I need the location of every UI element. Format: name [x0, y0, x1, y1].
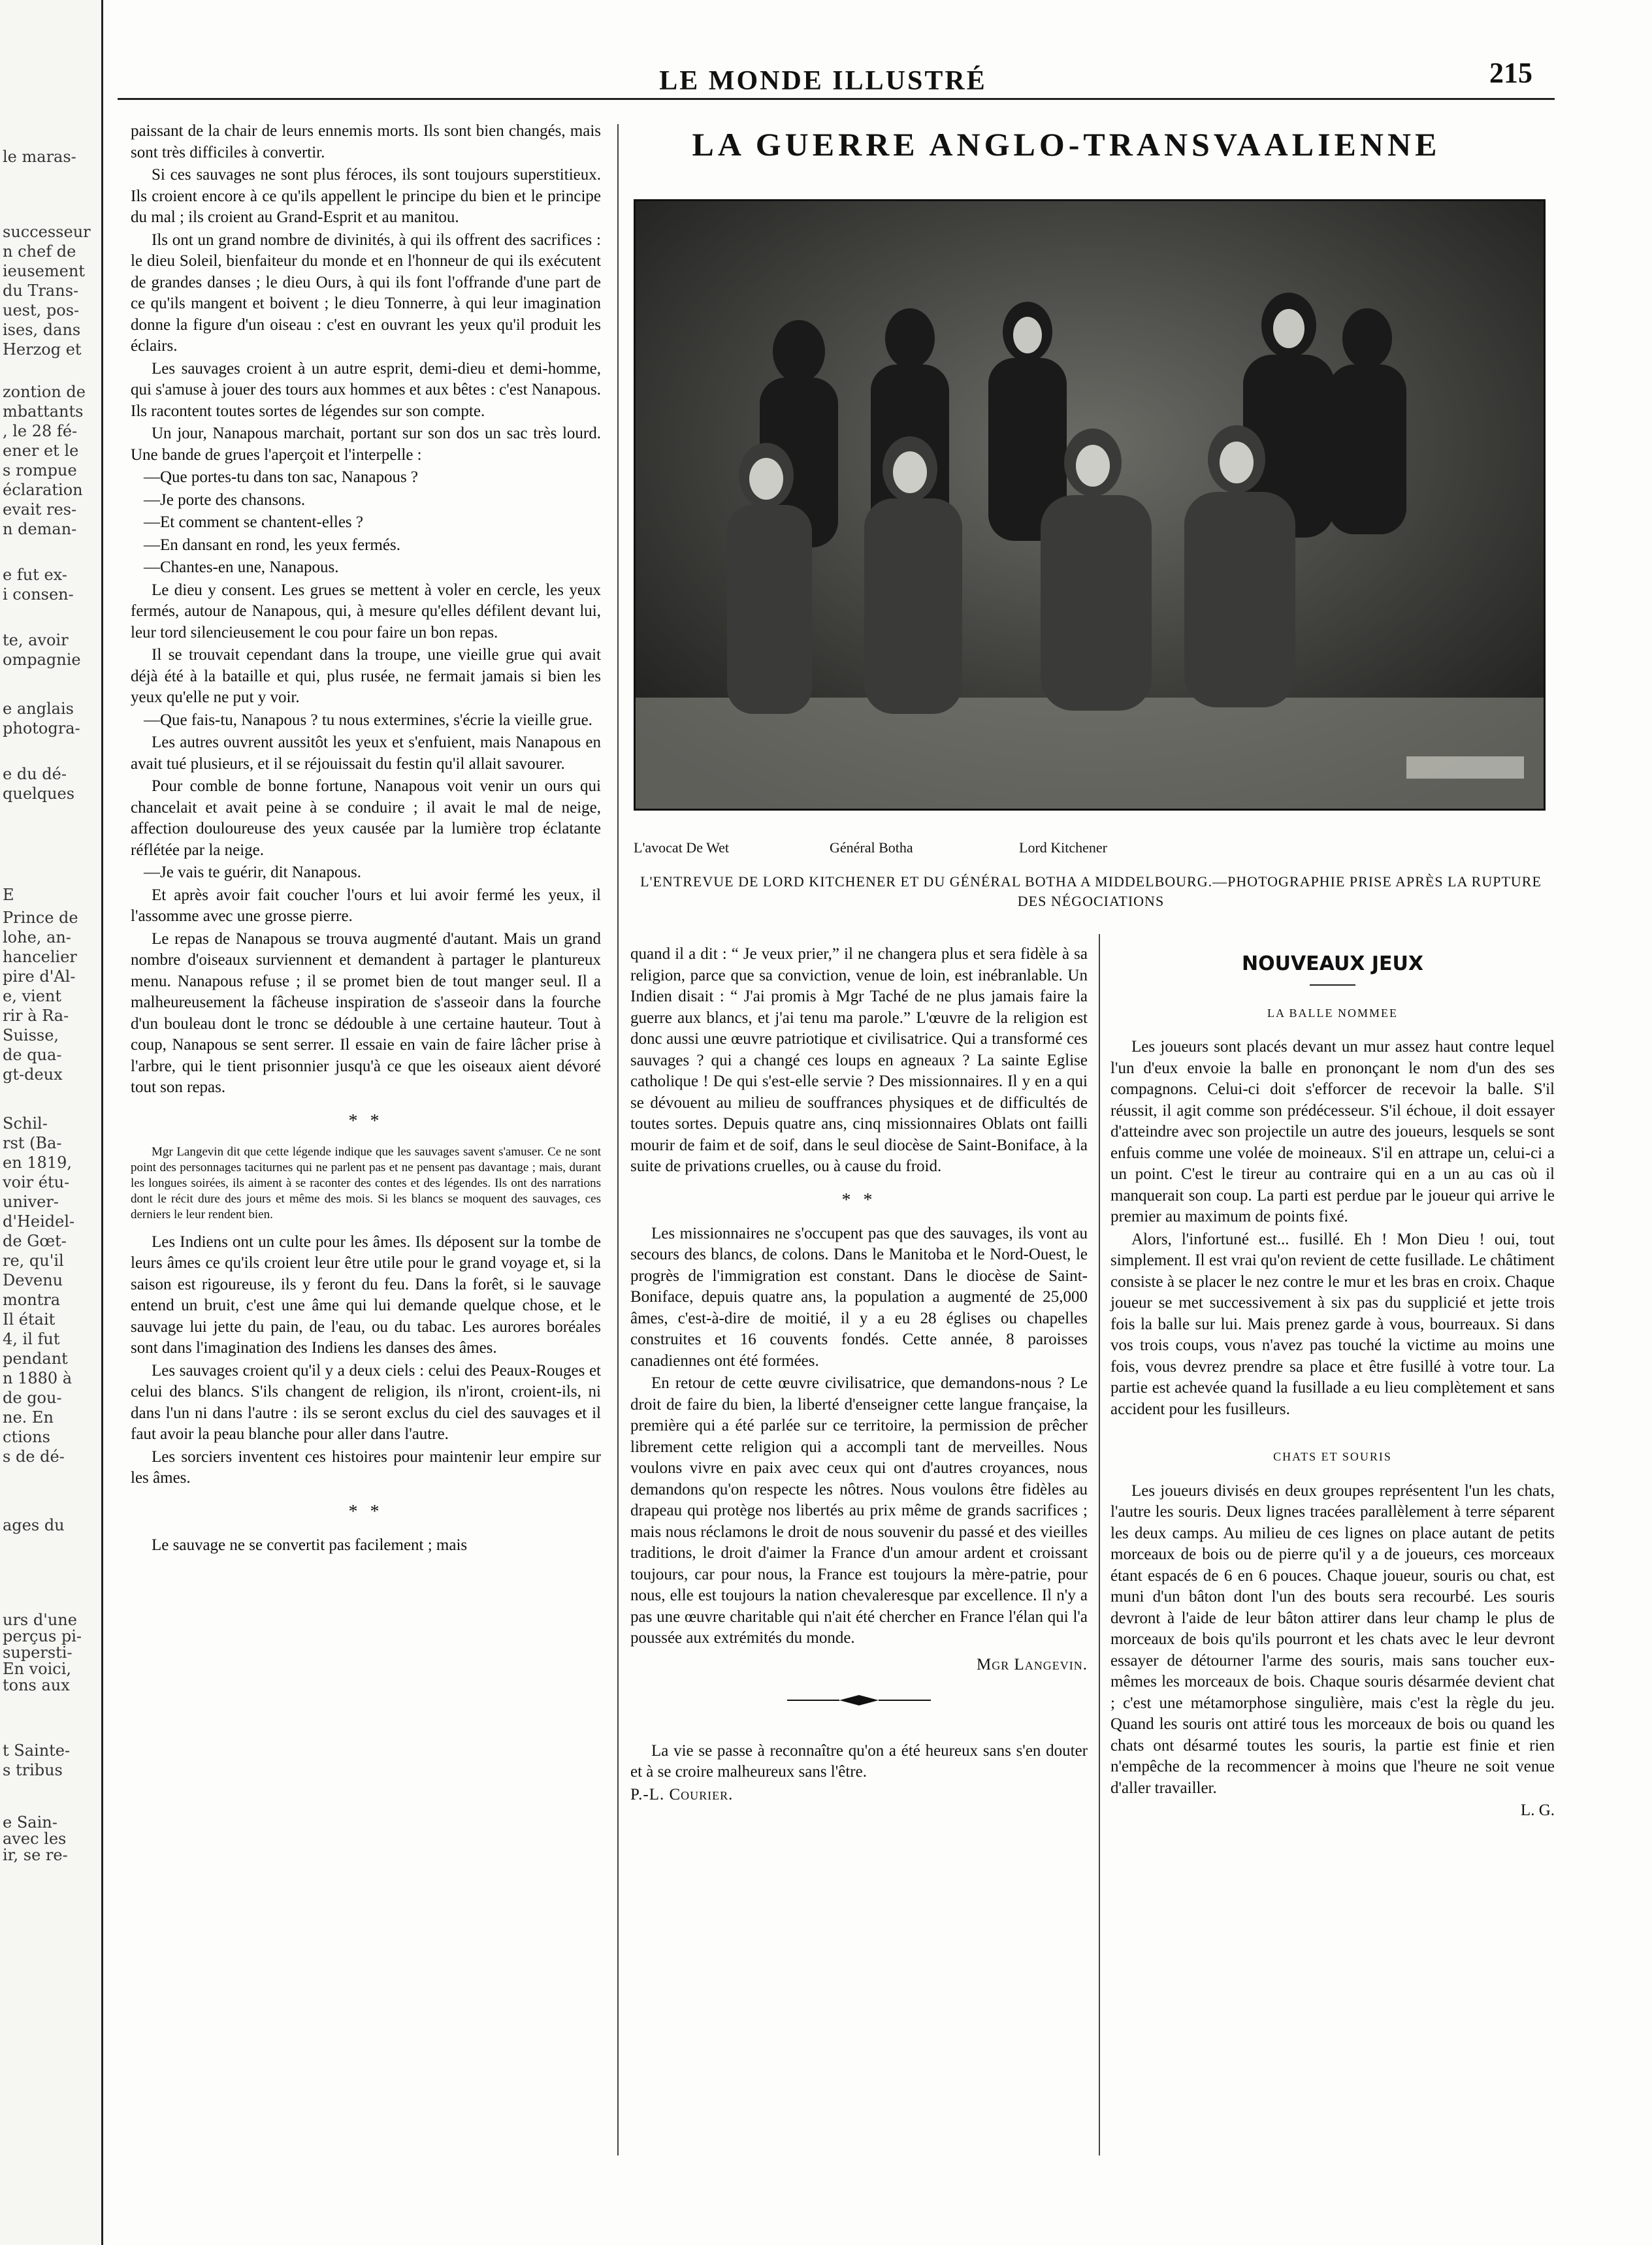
column-center [630, 944, 1088, 1807]
facing-page-fragment: en 1819, [3, 1154, 72, 1172]
photo-caption: L'ENTREVUE DE LORD KITCHENER ET DU GÉNÉRAL BOTHA A MIDDELBOURG.—PHOTOGRAPHIE PRISE APRÈS LA RUPTURE DES NÉGOCIATIONS [640, 873, 1542, 909]
facing-page-fragment: ir, se re- [3, 1846, 68, 1864]
title-rule [1310, 984, 1355, 986]
facing-page-fragment: perçus pi- [3, 1627, 82, 1645]
facing-page-fragment: univer- [3, 1193, 59, 1211]
paragraph: Un jour, Nanapous marchait, portant sur son dos un sac très lourd. Une bande de grues l'aperçoit et l'interpelle : [131, 425, 601, 464]
paragraph: Il se trouvait cependant dans la troupe, une vieille grue qui avait déjà été à la bataille et qui, plus rusée, ne fermait jamais si bien les yeux qu'elle ne put y voir. [131, 646, 601, 706]
section-title: NOUVEAUX JEUX [1241, 952, 1424, 975]
facing-page-fragment: En voici, [3, 1660, 72, 1678]
paragraph: Les joueurs divisés en deux groupes représentent l'un les chats, l'autre les souris. Deux lignes tracées parallèlement à terre séparent les deux camps. Au milieu de ces lignes on place autant de petits morceaux de bois ou de pierre qu'il y a de joueurs, ces morceaux étant espacés de 6 en 6 pouces. Chaque joueur, souris ou chat, est muni d'un bâton dont l'un des bouts sera recourbé. Les souris devront à l'aide de leur bâton attirer dans leur champ le plus de morceaux de bois qu'ils pourront et les chats avec le leur devront essayer de détourner l'arme des souris, mais sans toucher eux-mêmes les morceaux de bois. Chaque souris désarmée devient chat ; c'est une métamorphose singulière, mais c'est la règle du jeu. Quand les souris ont attiré tous les morceaux de bois ou quand les chats ont désarmé toutes les souris, la partie est finie et rien n'empêche de la recommencer à moins que l'heure ne soit venue d'aller travailler. [1110, 1481, 1555, 1797]
column-divider [1099, 934, 1100, 2156]
facing-page-fragment: uest, pos- [3, 301, 80, 319]
paragraph: Les joueurs sont placés devant un mur assez haut contre lequel l'un d'eux envoie la balle en prononçant le nom d'un des ses compagnons. Celui-ci doit s'efforcer de recevoir la balle. S'il réussit, il agit comme son prédécesseur. S'il échoue, il doit essayer d'atteindre avec son projectile un autre des joueurs, lesquels se sont enfuis comme une volée de moineaux. S'il en attrape un, celui-ci a un point. C'est le tireur au contraire qui en a un au cas où il manquerait son coup. La parti est perdue par le joueur qui arrive le premier au maximum de points fixé. [1110, 1038, 1555, 1225]
facing-page-fragment: rst (Ba- [3, 1134, 62, 1152]
paragraph: Les sorciers inventent ces histoires pour maintenir leur empire sur les âmes. [131, 1447, 601, 1487]
facing-page-fragment: hancelier [3, 948, 77, 966]
paragraph: Le dieu y consent. Les grues se mettent à voler en cercle, les yeux fermés, autour de Nanapous, qui, à mesure qu'elles défilent devant lui, leur tord silencieusement le cou pour faire un bon repas. [131, 581, 601, 641]
facing-page-fragment: ieusement [3, 262, 85, 280]
paragraph: —Je porte des chansons. [144, 491, 306, 509]
facing-page-fragment: ages du [3, 1516, 65, 1534]
quote-author: P.-L. Courier. [630, 1785, 734, 1803]
paragraph: paissant de la chair de leurs ennemis morts. Ils sont bien changés, mais sont très difficiles à convertir. [131, 122, 601, 161]
game-heading: LA BALLE NOMMEE [1267, 1006, 1398, 1020]
paragraph: Alors, l'infortuné est... fusillé. Eh ! Mon Dieu ! oui, tout simplement. Il est vrai qu'on revient de cette fusillade. Le châtiment consiste à se placer le nez contre le mur et les bras en croix. Chaque joueur se met successivement à six pas du supplicié et jette trois fois la balle sur lui. Mais prenez garde à vous, bourreaux. Si dans vos trois coups, vous n'avez pas touché la victime au moins une fois, vous devrez prendre sa place et être fusillé à votre tour. La partie est achevée quand la fusillade a eu lieu complètement et sans accident pour les fusilleurs. [1110, 1230, 1555, 1418]
facing-page-fragment: s rompue [3, 461, 77, 479]
facing-page-fragment: successeur [3, 223, 91, 241]
paragraph: Les Indiens ont un culte pour les âmes. Ils déposent sur la tombe de leurs âmes ce qu'ils croient leur être utile pour le grand voyage et, si la saison est rigoureuse, ils y feront du feu. Dans la forêt, si le sauvage entend un bruit, c'est une âme qui lui demande quelque chose, et le sauvage lui jette du pain, de l'eau, ou du tabac. Les aurores boréales sont dans l'imagination des Indiens les danses des âmes. [131, 1233, 601, 1357]
facing-page-fragment: ener et le [3, 442, 79, 460]
facing-page-fragment: de Gœt- [3, 1232, 67, 1250]
section-stars: * * [841, 1189, 877, 1210]
facing-page-fragment: tons aux [3, 1676, 70, 1694]
facing-page-fragment: s tribus [3, 1761, 63, 1779]
column-left [131, 121, 601, 1557]
facing-page-edge [0, 0, 103, 2245]
facing-page-fragment: ne. En [3, 1408, 54, 1427]
paragraph: quand il a dit : “ Je veux prier,” il ne changera plus et sera fidèle à sa religion, parce que sa conviction, venue de loin, est inébranlable. Un Indien disait : “ J'ai promis à Mgr Taché de ne plus jamais faire la guerre aux blancs, et j'ai tenu ma parole.” L'œuvre de la religion est donc aussi une œuvre patriotique et civilisatrice. Qui a transformé ces sauvages ? qui a changé ces loups en agneaux ? La sainte Eglise catholique ! De qui s'est-elle servie ? Des missionnaires. Il y en a qui se dévouent au milieu de souffrances physiques et de difficultés de toutes sortes. Depuis quatre ans, cinq missionnaires Oblats ont failli mourir de faim et de soif, dans le seul diocèse de Saint-Boniface, à la suite de privations cruelles, ou à cause du froid. [630, 945, 1088, 1175]
paragraph: Ils ont un grand nombre de divinités, à qui ils offrent des sacrifices : le dieu Soleil, bienfaiteur du monde et en l'honneur de qui ils exécutent de grandes danses ; le dieu Ours, à qui ils font l'offrande d'une part de ce qu'ils mangent et boivent ; le dieu Tonnerre, à qui leur imagination donne la figure d'un oiseau : c'est en ouvrant les yeux qu'il produit les éclairs. [131, 231, 601, 355]
article-signature: L. G. [1520, 1801, 1555, 1819]
facing-page-fragment: ises, dans [3, 321, 81, 339]
facing-page-fragment: zontion de [3, 383, 86, 401]
facing-page-fragment: Suisse, [3, 1026, 59, 1044]
facing-page-fragment: re, qu'il [3, 1252, 64, 1270]
ornament-icon [787, 1692, 931, 1708]
facing-page-fragment: ctions [3, 1428, 50, 1446]
paragraph: Les sauvages croient qu'il y a deux ciels : celui des Peaux-Rouges et celui des blancs. S'ils changent de religion, ils n'iront, croient-ils, ni dans l'un ni dans l'autre : ils se seront exclus du ciel des sauvages et il faut avoir la peau blanche pour aller dans l'autre. [131, 1361, 601, 1443]
facing-page-fragment: e anglais [3, 700, 74, 718]
facing-page-fragment: Il était [3, 1310, 56, 1329]
facing-page-fragment: voir étu- [3, 1173, 70, 1191]
facing-page-fragment: Devenu [3, 1271, 63, 1289]
article-signature: Mgr Langevin. [977, 1655, 1088, 1673]
facing-page-fragment: t Sainte- [3, 1741, 71, 1760]
facing-page-fragment: supersti- [3, 1643, 73, 1662]
facing-page-fragment: gt-deux [3, 1065, 63, 1084]
facing-page-fragment: 4, il fut [3, 1330, 60, 1348]
facing-page-fragment: du Trans- [3, 282, 79, 300]
facing-page-fragment: mbattants [3, 402, 84, 421]
news-photograph [634, 199, 1546, 811]
facing-page-fragment: i consen- [3, 585, 74, 604]
paragraph: —Que portes-tu dans ton sac, Nanapous ? [144, 468, 419, 486]
ornament-divider [630, 1692, 1088, 1715]
facing-page-fragment: pendant [3, 1349, 68, 1368]
facing-page-fragment: e fut ex- [3, 566, 67, 584]
facing-page-fragment: e Sain- [3, 1813, 57, 1832]
facing-page-fragment: photogra- [3, 719, 80, 737]
paragraph: —Chantes-en une, Nanapous. [144, 558, 339, 576]
game-heading: CHATS ET SOURIS [1273, 1450, 1392, 1463]
facing-page-fragment: rir à Ra- [3, 1007, 69, 1025]
paragraph: Si ces sauvages ne sont plus féroces, ils sont toujours superstitieux. Ils croient encore à ce qu'ils appellent le principe du bien et le principe du mal ; ils croient au Grand-Esprit et au manitou. [131, 166, 601, 226]
facing-page-fragment: n chef de [3, 242, 76, 261]
column-right [1110, 954, 1555, 1823]
quote-text: La vie se passe à reconnaître qu'on a été heureux sans s'en douter et à se croire malheureux sans l'être. [630, 1741, 1088, 1781]
paragraph: Et après avoir fait coucher l'ours et lui avoir fermé les yeux, il l'assomme avec une grosse pierre. [131, 886, 601, 925]
paragraph: —Et comment se chantent-elles ? [144, 513, 363, 531]
facing-page-fragment: e, vient [3, 987, 61, 1005]
header-rule [118, 98, 1555, 100]
facing-page-fragment: Schil- [3, 1114, 48, 1133]
paragraph: Le sauvage ne se convertit pas facilement ; mais [152, 1536, 468, 1554]
caption-name-right: Lord Kitchener [1019, 839, 1107, 856]
section-stars: * * [348, 1110, 383, 1131]
facing-page-fragment: de gou- [3, 1389, 62, 1407]
paragraph: En retour de cette œuvre civilisatrice, que demandons-nous ? Le droit de faire du bien, la liberté d'enseigner cette langue française, la première qui a été parlée sur ce territoire, la permission de prêcher librement cette religion qui a accompli tant de merveilles. Nous voulons vivre en paix avec ceux qui ont d'autres croyances, nous demandons qu'on respecte les nôtres. Nous voulons être fidèles au drapeau qui protège nos libertés au prix même de grands sacrifices ; mais nous réclamons le droit de nous souvenir du passé et des vieilles traditions, le droit d'aimer la France d'un amour ardent et croissant toujours, car pour nous, la France est toujours la mère-patrie, pour nous, elle est toujours la nation chevaleresque par excellence. Il n'y a pas une œuvre charitable qui n'ait été chercher en France l'élan qui l'a poussée aux extrémités du monde. [630, 1374, 1088, 1647]
photo-illustration [636, 201, 1544, 809]
facing-page-fragment: lohe, an- [3, 928, 71, 946]
caption-name-center: Général Botha [830, 839, 913, 856]
facing-page-fragment: de qua- [3, 1046, 62, 1064]
column-divider [617, 124, 619, 2156]
paragraph: Le repas de Nanapous se trouva augmenté d'autant. Mais un grand nombre d'oiseaux surviennent et demandent à partager le plantureux menu. Nanapous refuse ; il se promet bien de tout manger seul. Il a malheureusement la fâcheuse inspiration de s'asseoir dans la fourche d'un bouleau dont le tronc se dédouble à une certaine hauteur. Tout à coup, Nanapous se sent serrer. Il essaie en vain de faire lâcher prise à l'arbre, qui le tient prisonnier jusqu'à ce que les oiseaux aient dévoré tout son repas. [131, 929, 601, 1096]
facing-page-fragment: n deman- [3, 520, 77, 538]
section-stars: * * [348, 1501, 383, 1522]
facing-page-fragment: , le 28 fé- [3, 422, 78, 440]
facing-page-fragment: quelques [3, 784, 75, 803]
paragraph: Pour comble de bonne fortune, Nanapous voit venir un ours qui chancelait et avait peine à se conduire ; il avait le mal de neige, affection douloureuse des yeux causée par la lumière trop éclatante réflétée par la neige. [131, 777, 601, 859]
page-number: 215 [1489, 57, 1532, 89]
paragraph: Les sauvages croient à un autre esprit, demi-dieu et demi-homme, qui s'amuse à jouer des tours aux hommes et aux bêtes : c'est Nanapous. Ils racontent toutes sortes de légendes sur son compte. [131, 359, 601, 420]
paragraph: Les missionnaires ne s'occupent pas que des sauvages, ils vont au secours des blancs, de colons. Dans le Manitoba et le Nord-Ouest, le progrès de l'immigration est constant. Dans le diocèse de Saint-Boniface, depuis quatre ans, la population a augmenté de 25,000 âmes, c'est-à-dire de moitié, il y a eu 28 églises ou chapelles construites et 16 couvents fondés. Cette année, 8 paroisses canadiennes ont été formées. [630, 1224, 1088, 1370]
facing-page-fragment: le maras- [3, 148, 76, 166]
facing-page-fragment: e du dé- [3, 765, 67, 783]
facing-page-fragment: pire d'Al- [3, 967, 76, 986]
facing-page-fragment: d'Heidel- [3, 1212, 75, 1231]
facing-page-fragment: s de dé- [3, 1447, 65, 1466]
facing-page-fragment: Prince de [3, 909, 78, 927]
caption-name-left: L'avocat De Wet [634, 839, 729, 856]
facing-page-fragment: E [3, 886, 14, 904]
paragraph: —En dansant en rond, les yeux fermés. [144, 536, 400, 554]
facing-page-fragment: avec les [3, 1830, 67, 1848]
facing-page-fragment: te, avoir [3, 631, 69, 649]
facing-page-fragment: evait res- [3, 500, 77, 519]
facing-page-fragment: n 1880 à [3, 1369, 73, 1387]
facing-page-fragment: montra [3, 1291, 61, 1309]
feature-headline: LA GUERRE ANGLO-TRANSVAALIENNE [692, 126, 1441, 163]
facing-page-fragment: urs d'une [3, 1611, 77, 1629]
facing-page-fragment: Herzog et [3, 340, 82, 359]
facing-page-fragment: éclaration [3, 481, 83, 499]
running-title: LE MONDE ILLUSTRÉ [659, 66, 987, 96]
paragraph: —Je vais te guérir, dit Nanapous. [144, 864, 361, 881]
paragraph: Les autres ouvrent aussitôt les yeux et s'enfuient, mais Nanapous en avait tué plusieurs, et il se réjouissait du festin qu'il allait savourer. [131, 734, 601, 773]
paragraph: —Que fais-tu, Nanapous ? tu nous extermines, s'écrie la vieille grue. [144, 711, 592, 729]
editor-note: Mgr Langevin dit que cette légende indique que les sauvages savent s'amuser. Ce ne sont point des personnages taciturnes qui ne parlent pas et ne pensent pas davantage ; mais, durant les longues soirées, ils aiment à se raconter des contes et des légendes. Ils ont des narrations dont le récit dure des jours et même des mois. Si les blancs se moquent des sauvages, ces derniers le leur rendent bien. [131, 1144, 601, 1221]
facing-page-fragment: ompagnie [3, 651, 81, 669]
